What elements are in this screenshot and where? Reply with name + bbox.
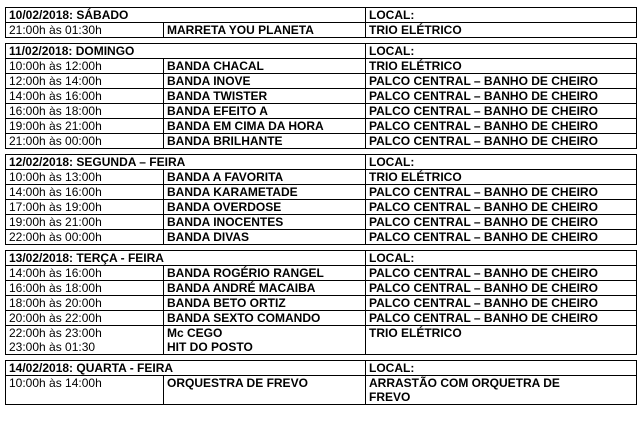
band-cell: BANDA BETO ORTIZ xyxy=(164,296,366,311)
day-header-row xyxy=(6,44,637,59)
band-cell: BANDA CHACAL xyxy=(164,59,366,74)
location-cell: PALCO CENTRAL – BANHO DE CHEIRO xyxy=(366,230,637,245)
table-row xyxy=(6,23,637,38)
time-cell: 21:00h às 01:30h xyxy=(6,23,164,38)
time-cell: 14:00h às 16:00h xyxy=(6,266,164,281)
table-row xyxy=(6,376,637,405)
band-cell: BANDA OVERDOSE xyxy=(164,200,366,215)
table-row xyxy=(6,215,637,230)
band-cell: BANDA EFEITO A xyxy=(164,104,366,119)
time-cell: 14:00h às 16:00h xyxy=(6,89,164,104)
time-cell: 10:00h às 12:00h xyxy=(6,59,164,74)
time-cell: 21:00h às 00:00h xyxy=(6,134,164,149)
location-cell: PALCO CENTRAL – BANHO DE CHEIRO xyxy=(366,104,637,119)
location-cell: PALCO CENTRAL – BANHO DE CHEIRO xyxy=(366,200,637,215)
location-cell: TRIO ELÉTRICO xyxy=(366,170,637,185)
local-label: LOCAL: xyxy=(366,8,637,23)
band-cell: Mc CEGO HIT DO POSTO xyxy=(164,326,366,355)
time-cell: 19:00h às 21:00h xyxy=(6,119,164,134)
location-cell: PALCO CENTRAL – BANHO DE CHEIRO xyxy=(366,119,637,134)
location-cell: PALCO CENTRAL – BANHO DE CHEIRO xyxy=(366,215,637,230)
location-cell: PALCO CENTRAL – BANHO DE CHEIRO xyxy=(366,266,637,281)
table-row xyxy=(6,104,637,119)
day-date: 10/02/2018: SÁBADO xyxy=(6,8,366,23)
time-cell: 17:00h às 19:00h xyxy=(6,200,164,215)
band-cell: BANDA INOVE xyxy=(164,74,366,89)
band-cell: BANDA SEXTO COMANDO xyxy=(164,311,366,326)
band-cell: BANDA BRILHANTE xyxy=(164,134,366,149)
location-cell: PALCO CENTRAL – BANHO DE CHEIRO xyxy=(366,74,637,89)
table-row xyxy=(6,200,637,215)
time-cell: 10:00h às 13:00h xyxy=(6,170,164,185)
day-date: 11/02/2018: DOMINGO xyxy=(6,44,366,59)
location-cell: PALCO CENTRAL – BANHO DE CHEIRO xyxy=(366,311,637,326)
table-row xyxy=(6,89,637,104)
table-row xyxy=(6,281,637,296)
day-date: 14/02/2018: QUARTA - FEIRA xyxy=(6,361,366,376)
table-row xyxy=(6,296,637,311)
day-table xyxy=(5,43,637,149)
band-cell: BANDA ANDRÉ MACAIBA xyxy=(164,281,366,296)
day-header-row xyxy=(6,155,637,170)
time-cell: 20:00h às 22:00h xyxy=(6,311,164,326)
band-cell: ORQUESTRA DE FREVO xyxy=(164,376,366,405)
location-cell: TRIO ELÉTRICO xyxy=(366,23,637,38)
band-cell: BANDA TWISTER xyxy=(164,89,366,104)
location-cell: PALCO CENTRAL – BANHO DE CHEIRO xyxy=(366,281,637,296)
table-row xyxy=(6,185,637,200)
time-cell: 19:00h às 21:00h xyxy=(6,215,164,230)
location-cell: PALCO CENTRAL – BANHO DE CHEIRO xyxy=(366,296,637,311)
table-row xyxy=(6,230,637,245)
day-header-row xyxy=(6,8,637,23)
table-row xyxy=(6,170,637,185)
table-row xyxy=(6,326,637,355)
local-label: LOCAL: xyxy=(366,251,637,266)
table-row xyxy=(6,119,637,134)
location-cell: TRIO ELÉTRICO xyxy=(366,326,637,355)
table-row xyxy=(6,311,637,326)
table-row xyxy=(6,134,637,149)
day-table xyxy=(5,154,637,245)
table-row xyxy=(6,59,637,74)
time-cell: 16:00h às 18:00h xyxy=(6,104,164,119)
day-header-row xyxy=(6,251,637,266)
location-cell: TRIO ELÉTRICO xyxy=(366,59,637,74)
day-table xyxy=(5,360,637,405)
location-cell: PALCO CENTRAL – BANHO DE CHEIRO xyxy=(366,134,637,149)
band-cell: BANDA ROGÉRIO RANGEL xyxy=(164,266,366,281)
time-cell: 18:00h às 20:00h xyxy=(6,296,164,311)
band-cell: BANDA EM CIMA DA HORA xyxy=(164,119,366,134)
time-cell: 12:00h às 14:00h xyxy=(6,74,164,89)
day-date: 12/02/2018: SEGUNDA – FEIRA xyxy=(6,155,366,170)
location-cell: ARRASTÃO COM ORQUETRA DE FREVO xyxy=(366,376,637,405)
band-cell: MARRETA YOU PLANETA xyxy=(164,23,366,38)
local-label: LOCAL: xyxy=(366,44,637,59)
time-cell: 10:00h às 14:00h xyxy=(6,376,164,405)
table-row xyxy=(6,74,637,89)
time-cell: 22:00h às 23:00h 23:00h às 01:30 xyxy=(6,326,164,355)
band-cell: BANDA KARAMETADE xyxy=(164,185,366,200)
day-table xyxy=(5,250,637,355)
table-row xyxy=(6,266,637,281)
day-date: 13/02/2018: TERÇA - FEIRA xyxy=(6,251,366,266)
location-cell: PALCO CENTRAL – BANHO DE CHEIRO xyxy=(366,89,637,104)
local-label: LOCAL: xyxy=(366,155,637,170)
band-cell: BANDA INOCENTES xyxy=(164,215,366,230)
local-label: LOCAL: xyxy=(366,361,637,376)
carnival-schedule xyxy=(5,7,636,405)
time-cell: 22:00h às 00:00h xyxy=(6,230,164,245)
time-cell: 16:00h às 18:00h xyxy=(6,281,164,296)
band-cell: BANDA A FAVORITA xyxy=(164,170,366,185)
time-cell: 14:00h às 16:00h xyxy=(6,185,164,200)
day-table xyxy=(5,7,637,38)
location-cell: PALCO CENTRAL – BANHO DE CHEIRO xyxy=(366,185,637,200)
day-header-row xyxy=(6,361,637,376)
band-cell: BANDA DIVAS xyxy=(164,230,366,245)
